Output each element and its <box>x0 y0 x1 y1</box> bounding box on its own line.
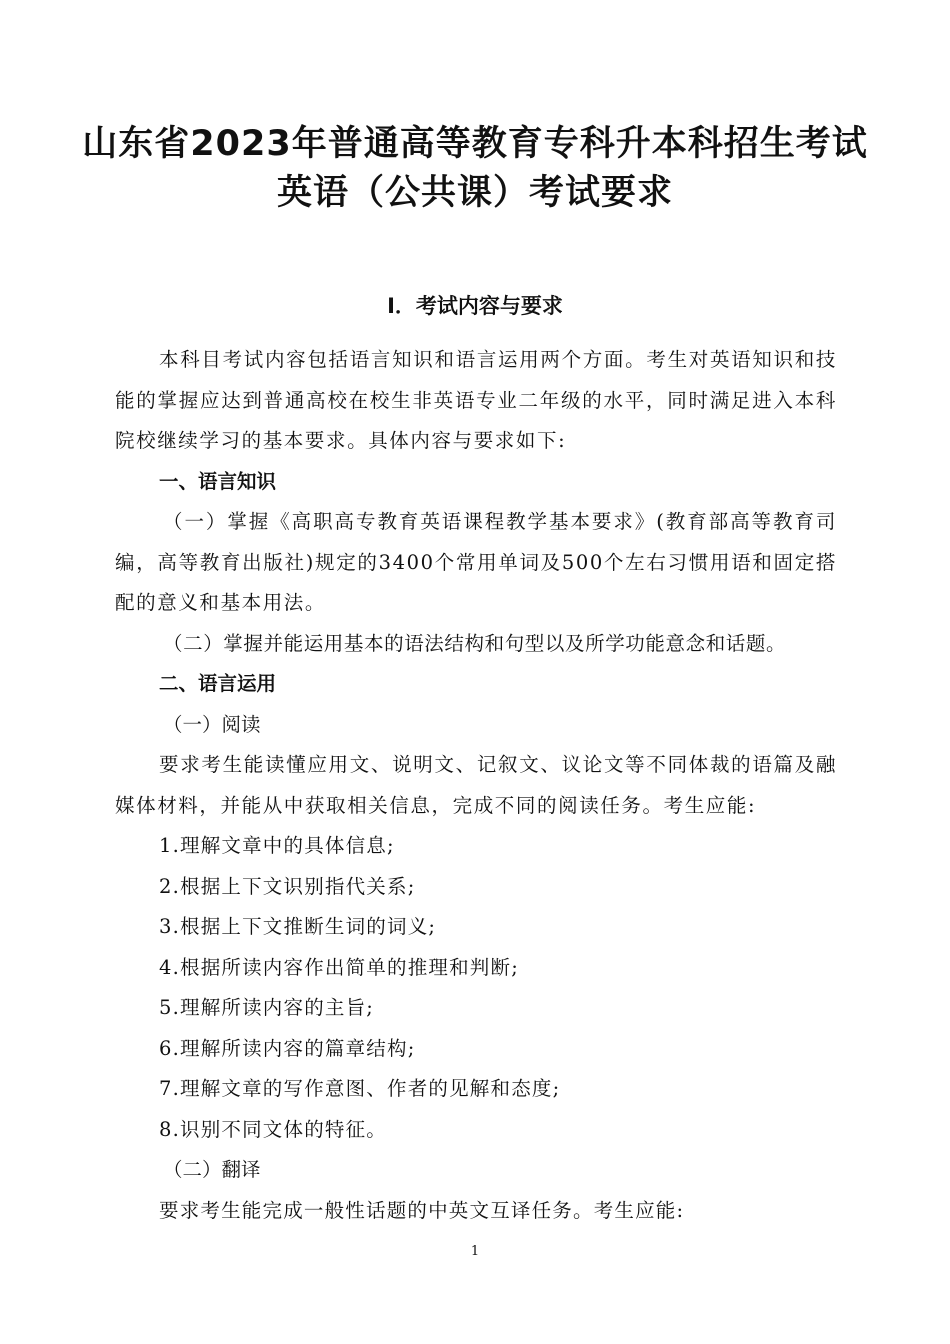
translation-intro: 要求考生能完成一般性话题的中英文互译任务。考生应能: <box>159 1198 685 1222</box>
intro-paragraph: 本科目考试内容包括语言知识和语言运用两个方面。考生对英语知识和技能的掌握应达到普通高校在校生非英语专业二年级的水平，同时满足进入本科院校继续学习的基本要求。具体内容与要求如下: <box>115 348 837 452</box>
translation-heading: （二）翻译 <box>163 1158 261 1181</box>
document-title-line-2: 英语（公共课）考试要求 <box>276 173 673 213</box>
document-body <box>115 340 837 1231</box>
page-number: 1 <box>470 1244 480 1259</box>
list-item: 1.理解文章中的具体信息; <box>159 834 395 857</box>
part1-item-1: （一）掌握《高职高专教育英语课程教学基本要求》(教育部高等教育司编，高等教育出版社)规定的3400个常用单词及500个左右习惯用语和固定搭配的意义和基本用法。 <box>115 510 837 614</box>
reading-intro: 要求考生能读懂应用文、说明文、记叙文、议论文等不同体裁的语篇及融媒体材料，并能从中获取相关信息，完成不同的阅读任务。考生应能: <box>115 753 837 817</box>
list-item: 6.理解所读内容的篇章结构; <box>159 1036 416 1060</box>
list-item: 8.识别不同文体的特征。 <box>159 1117 388 1141</box>
list-item: 5.理解所读内容的主旨; <box>159 996 375 1019</box>
part1-heading: 一、语言知识 <box>159 469 277 493</box>
list-item: 4.根据所读内容作出简单的推理和判断; <box>159 955 519 979</box>
document-title-line-1: 山东省2023年普通高等教育专科升本科招生考试 <box>82 124 868 164</box>
section-heading: I．考试内容与要求 <box>387 294 563 318</box>
list-item: 3.根据上下文推断生词的词义; <box>159 915 437 938</box>
list-item: 7.理解文章的写作意图、作者的见解和态度; <box>159 1077 561 1100</box>
list-item: 2.根据上下文识别指代关系; <box>159 874 416 898</box>
reading-heading: （一）阅读 <box>163 712 261 736</box>
part2-heading: 二、语言运用 <box>159 672 277 695</box>
part1-item-2: （二）掌握并能运用基本的语法结构和句型以及所学功能意念和话题。 <box>163 631 787 655</box>
